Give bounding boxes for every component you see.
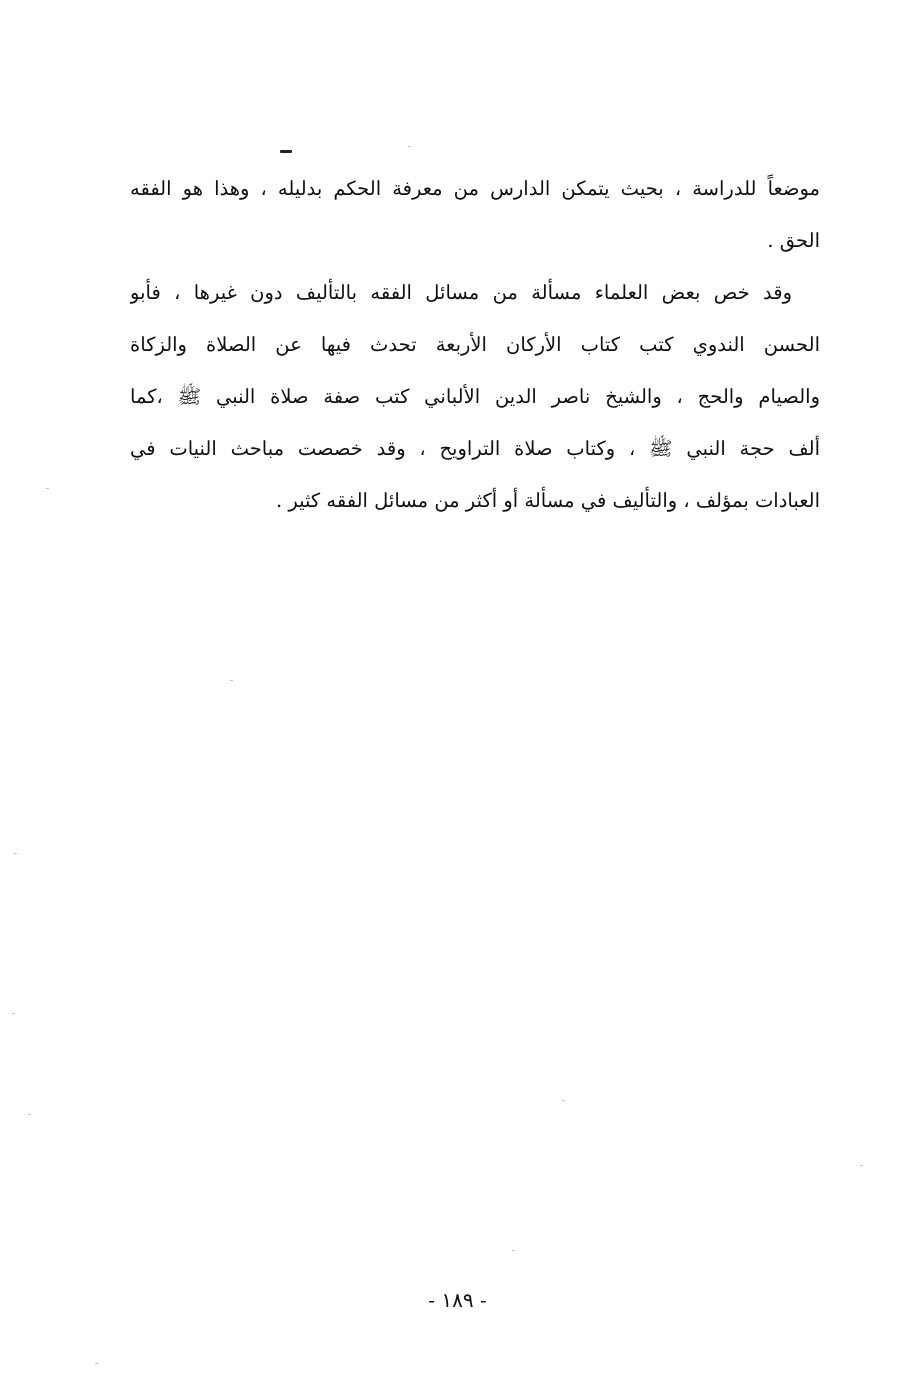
scan-speck (14, 853, 17, 854)
scan-speck (12, 1013, 15, 1014)
paragraph (130, 170, 820, 274)
scan-speck (230, 680, 233, 681)
scan-speck (512, 1250, 515, 1251)
scan-speck (28, 1114, 31, 1115)
body-text (130, 170, 820, 534)
text-line: الحسن الندوي كتب كتاب الأركان الأربعة تحدث فيها عن الصلاة والزكاة (130, 333, 820, 356)
text-line: ألف حجة النبي ﷺ ، وكتاب صلاة التراويح ، وقد خصصت مباحث النيات في (130, 437, 820, 460)
scan-speck (46, 488, 49, 489)
scan-speck (408, 146, 411, 147)
scan-speck (95, 1363, 98, 1364)
paragraph (130, 274, 820, 534)
text-line: العبادات بمؤلف ، والتأليف في مسألة أو أكثر من مسائل الفقه كثير . (276, 489, 820, 512)
text-line: الحق . (767, 229, 820, 252)
page-number: - ١٨٩ - (428, 1288, 487, 1312)
scan-speck (860, 1165, 863, 1166)
ink-mark (280, 150, 292, 153)
text-line: وقد خص بعض العلماء مسألة من مسائل الفقه بالتأليف دون غيرها ، فأبو (130, 281, 792, 304)
scan-speck (562, 1100, 565, 1101)
text-line: موضعاً للدراسة ، بحيث يتمكن الدارس من معرفة الحكم بدليله ، وهذا هو الفقه (130, 177, 820, 200)
text-line: والصيام والحج ، والشيخ ناصر الدين الألباني كتب صفة صلاة النبي ﷺ ،كما (130, 385, 820, 408)
